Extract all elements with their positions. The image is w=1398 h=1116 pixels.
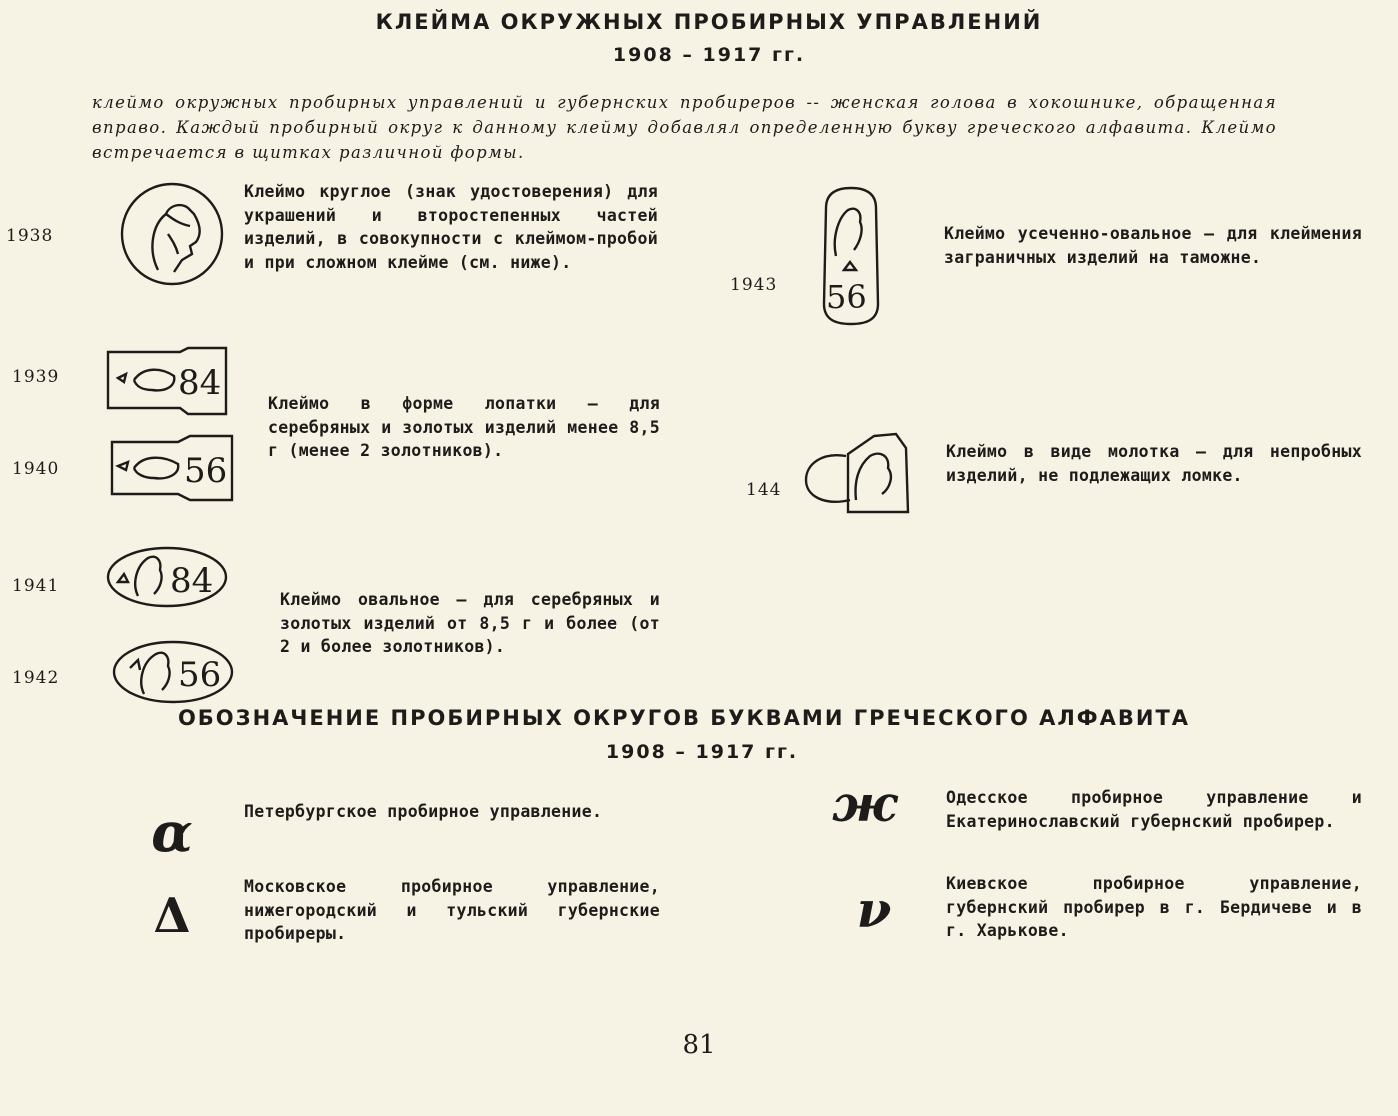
- oval-mark-description: Клеймо овальное — для серебряных и золотых изделий от 8,5 г и более (от 2 и более золотников).: [280, 590, 660, 656]
- letter-kappa-description: Одесское пробирное управление и Екатеринославский губернский пробирер.: [946, 788, 1362, 831]
- oval-stamp-84-icon: [104, 544, 230, 610]
- round-stamp-icon: [118, 180, 228, 290]
- letter-delta-description: Московское пробирное управление, нижегородский и тульский губернские пробиреры.: [244, 877, 660, 943]
- truncated-oval-stamp-text: 56: [826, 278, 867, 316]
- greek-nu-glyph: ν: [856, 880, 892, 939]
- section-2-title: ОБОЗНАЧЕНИЕ ПРОБИРНЫХ ОКРУГОВ БУКВАМИ ГРЕЧЕСКОГО АЛФАВИТА: [177, 706, 1191, 730]
- mark-1943-description: Клеймо усеченно-овальное — для клеймения заграничных изделий на таможне.: [944, 224, 1362, 267]
- greek-delta-glyph: Δ: [153, 888, 191, 944]
- page-number: 81: [682, 1030, 716, 1060]
- letter-nu-description: Киевское пробирное управление, губернский пробирер в г. Бердичеве и в г. Харькове.: [946, 874, 1362, 940]
- mark-number-144: 144: [746, 480, 782, 500]
- section-2-years: 1908 – 1917 гг.: [605, 741, 799, 763]
- shovel-stamp-84-text: 84: [178, 363, 222, 403]
- mark-number-1938: 1938: [6, 226, 54, 246]
- letter-alpha-description: Петербургское пробирное управление.: [244, 802, 603, 821]
- mark-number-1940: 1940: [12, 459, 60, 479]
- mark-number-1941: 1941: [12, 576, 60, 596]
- mark-number-1943: 1943: [730, 275, 778, 295]
- mark-144-description: Клеймо в виде молотка — для непробных изделий, не подлежащих ломке.: [946, 442, 1362, 485]
- page-title: КЛЕЙМА ОКРУЖНЫХ ПРОБИРНЫХ УПРАВЛЕНИЙ: [375, 10, 1043, 34]
- mark-1938-description: Клеймо круглое (знак удостоверения) для украшений и второстепенных частей изделий, в совокупности с клеймом-пробой и при сложном клейме (см. ниже).: [244, 182, 658, 272]
- intro-paragraph: клеймо окружных пробирных управлений и губернских пробиреров -- женская голова в хокошнике, обращенная вправо. Каждый пробирный округ к данному клейму добавлял определенную букву греческого алфавита. Клеймо встречается в щитках различной формы.: [92, 93, 1277, 162]
- shovel-stamp-56-icon: [108, 434, 236, 504]
- shovel-mark-description: Клеймо в форме лопатки — для серебряных и золотых изделий менее 8,5 г (менее 2 золотников).: [268, 394, 660, 460]
- mark-number-1939: 1939: [12, 367, 60, 387]
- oval-stamp-84-text: 84: [170, 561, 214, 601]
- shovel-stamp-56-text: 56: [184, 451, 228, 491]
- greek-kappa-glyph: ж: [832, 774, 898, 833]
- greek-alpha-glyph: α: [151, 800, 193, 864]
- page-years: 1908 – 1917 гг.: [612, 44, 806, 66]
- hammer-stamp-icon: [800, 430, 916, 520]
- mark-number-1942: 1942: [12, 668, 60, 688]
- truncated-oval-stamp-icon: [816, 186, 886, 328]
- shovel-stamp-84-icon: [104, 346, 230, 418]
- oval-stamp-56-text: 56: [178, 655, 222, 695]
- oval-stamp-56-icon: [110, 638, 236, 706]
